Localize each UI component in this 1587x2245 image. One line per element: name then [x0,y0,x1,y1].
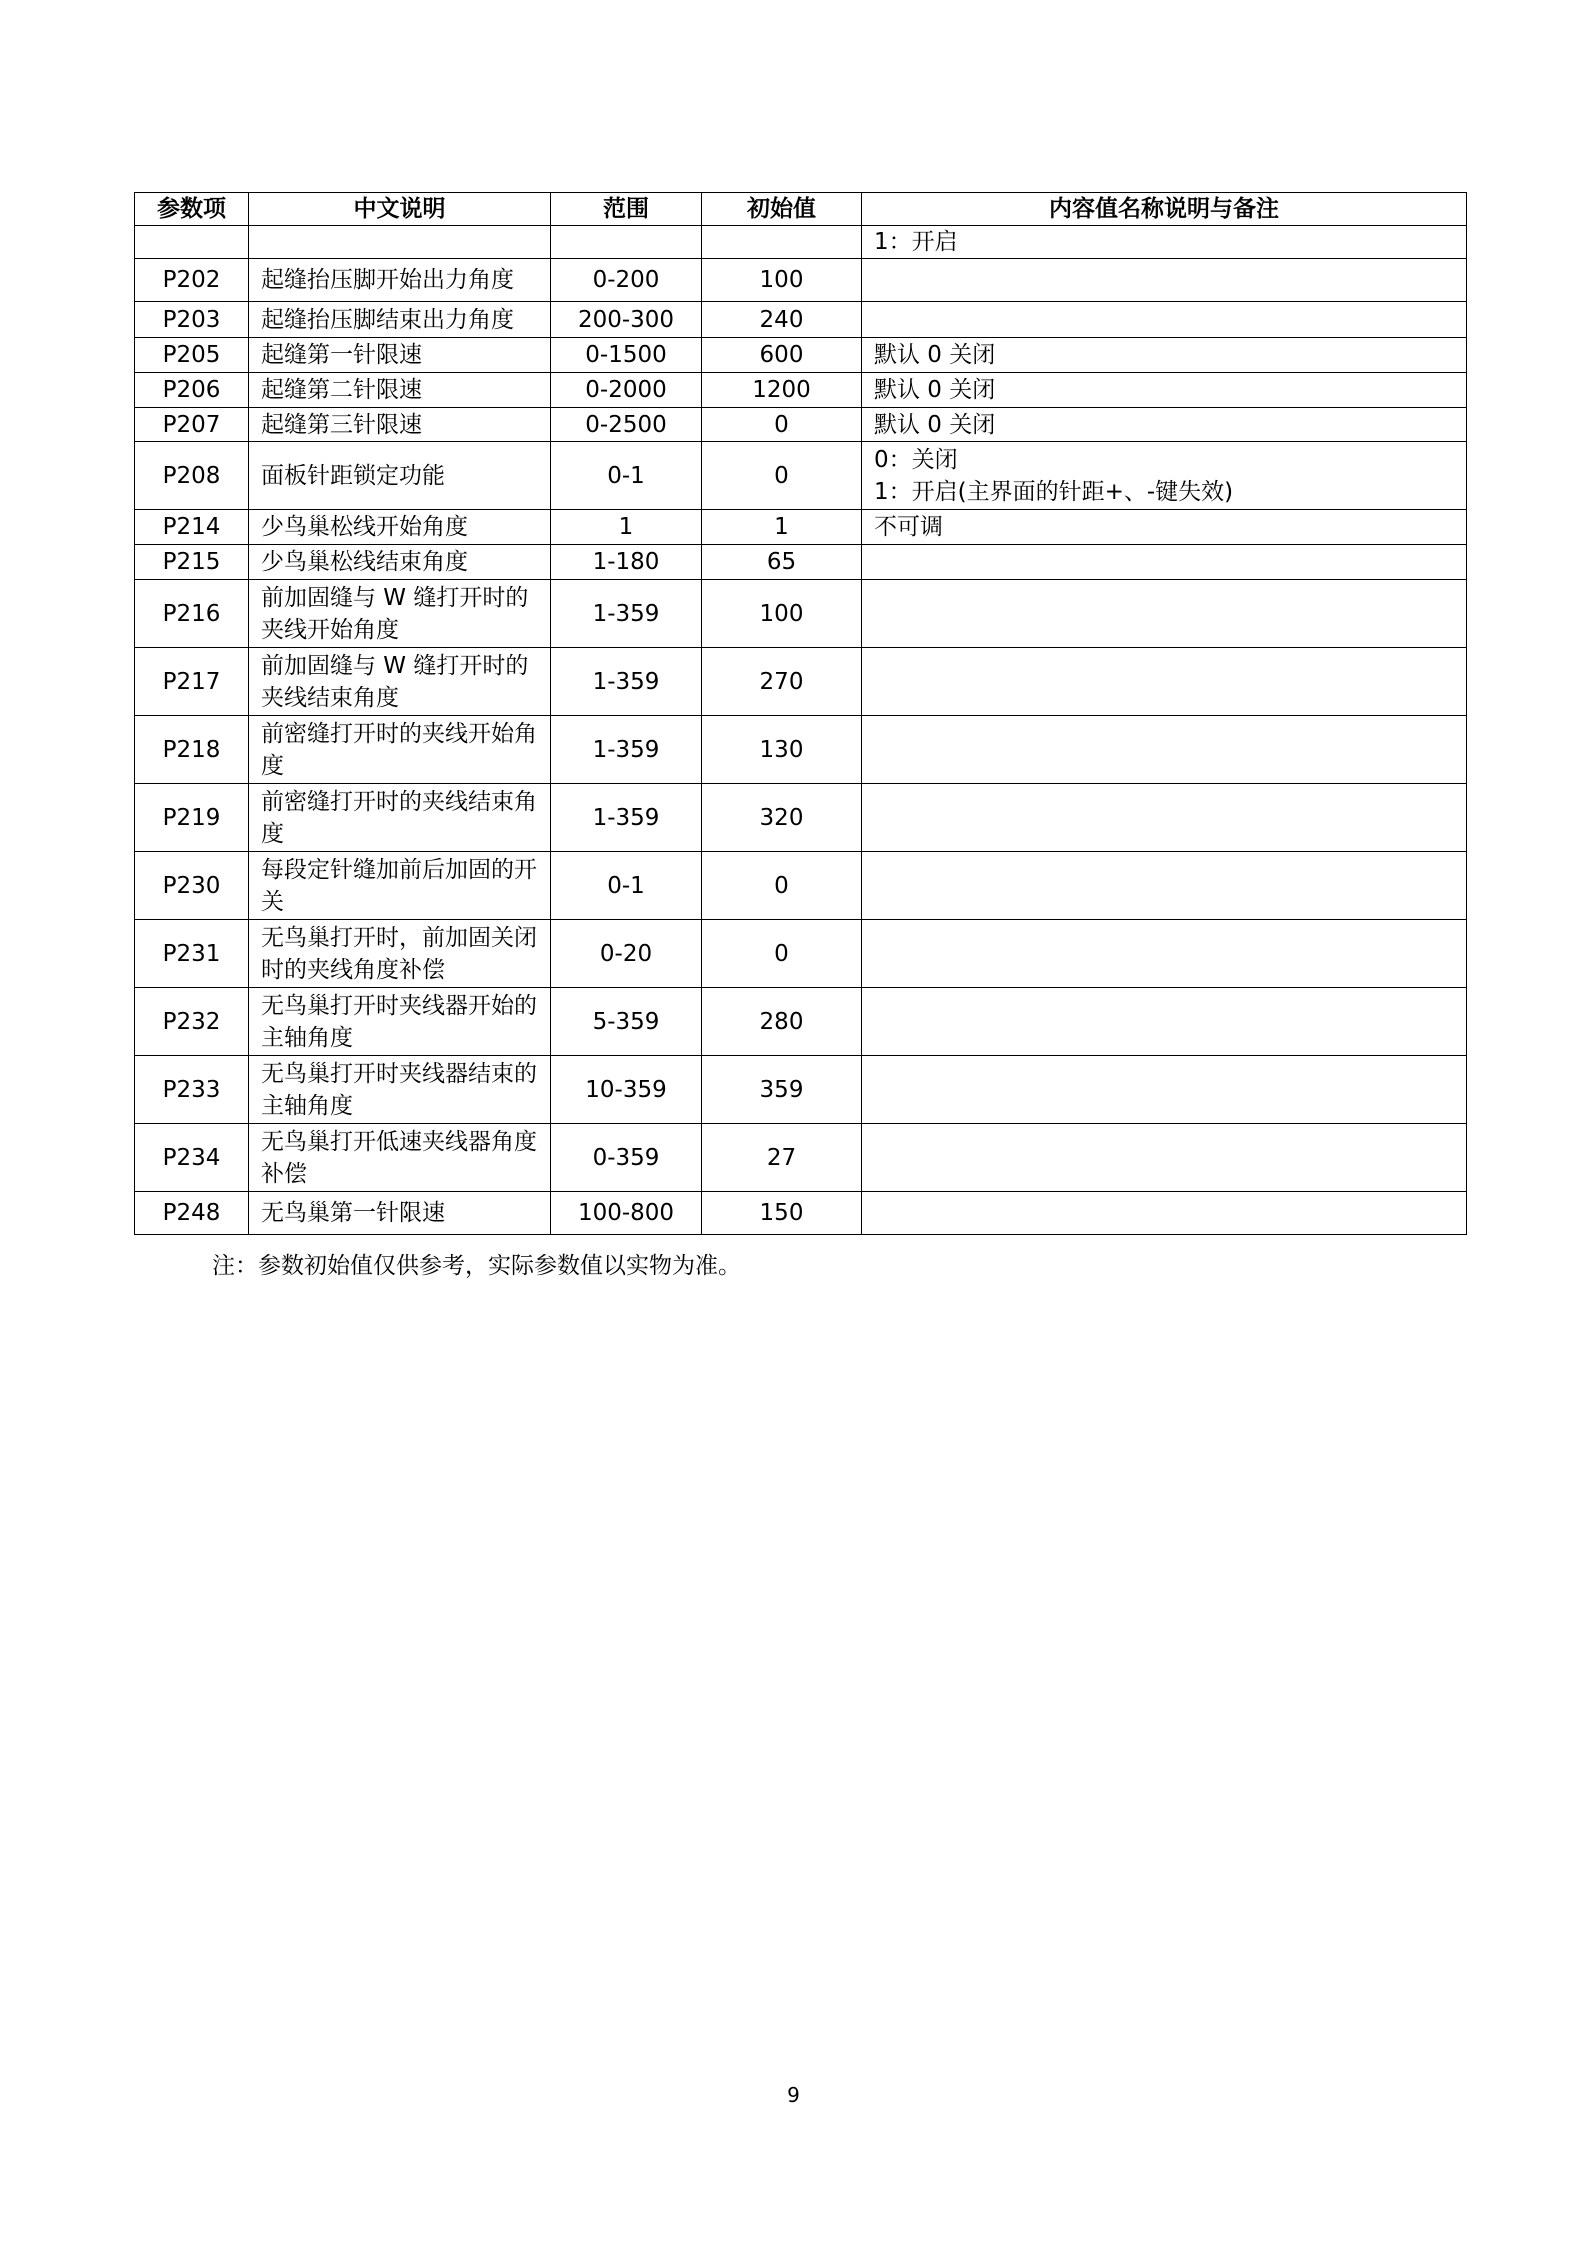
cell-range: 100-800 [551,1192,702,1235]
cell-initial-value: 65 [702,545,862,580]
header-param-id: 参数项 [135,193,249,226]
cell-range: 1-359 [551,580,702,648]
cell-notes [862,408,1467,442]
cell-notes [862,545,1467,580]
table-row [135,784,1467,852]
header-range: 范围 [551,193,702,226]
table-body [135,226,1467,1235]
note-line: 0：关闭 [874,446,958,473]
table-row [135,852,1467,920]
cell-notes [862,373,1467,408]
note-line: 1：开启 [874,229,958,255]
cell-notes [862,716,1467,784]
cell-param-id: P231 [135,920,249,988]
cell-range: 10-359 [551,1056,702,1124]
cell-initial-value: 27 [702,1124,862,1192]
footnote: 注：参数初始值仅供参考，实际参数值以实物为准。 [212,1253,741,1279]
table-row [135,338,1467,373]
note-line: 不可调 [874,514,943,540]
cell-range: 1 [551,510,702,545]
table-row [135,1124,1467,1192]
cell-initial-value: 0 [702,442,862,510]
cell-param-id: P232 [135,988,249,1056]
cell-notes [862,852,1467,920]
cell-range: 0-2500 [551,408,702,442]
table-row [135,716,1467,784]
cell-initial-value: 150 [702,1192,862,1235]
header-initial-value: 初始值 [702,193,862,226]
table-row [135,580,1467,648]
cell-notes [862,784,1467,852]
cell-notes [862,1192,1467,1235]
cell-initial-value: 359 [702,1056,862,1124]
cell-notes [862,442,1467,510]
table-row [135,510,1467,545]
cell-description: 少鸟巢松线结束角度 [249,545,551,580]
cell-initial-value: 320 [702,784,862,852]
cell-description: 前加固缝与 W 缝打开时的夹线开始角度 [249,580,551,648]
cell-description: 起缝第二针限速 [249,373,551,408]
cell-notes [862,338,1467,373]
cell-description [249,226,551,259]
table-row [135,545,1467,580]
cell-initial-value: 0 [702,408,862,442]
cell-description: 起缝第一针限速 [249,338,551,373]
table-row [135,988,1467,1056]
table-row [135,226,1467,259]
table-row [135,1056,1467,1124]
cell-param-id: P208 [135,442,249,510]
cell-notes [862,226,1467,259]
cell-description: 面板针距锁定功能 [249,442,551,510]
cell-notes [862,259,1467,302]
page-number: 9 [787,2083,800,2107]
cell-notes [862,1056,1467,1124]
cell-range: 0-359 [551,1124,702,1192]
cell-range: 0-1500 [551,338,702,373]
header-description: 中文说明 [249,193,551,226]
note-line: 默认 0 关闭 [874,411,996,438]
cell-initial-value: 1200 [702,373,862,408]
cell-range: 0-20 [551,920,702,988]
cell-description: 前密缝打开时的夹线开始角度 [249,716,551,784]
table-row [135,373,1467,408]
table-row [135,302,1467,338]
cell-initial-value: 600 [702,338,862,373]
table-row [135,648,1467,716]
cell-param-id: P205 [135,338,249,373]
table-row [135,408,1467,442]
cell-description: 无鸟巢打开时，前加固关闭时的夹线角度补偿 [249,920,551,988]
cell-initial-value: 240 [702,302,862,338]
cell-description: 前加固缝与 W 缝打开时的夹线结束角度 [249,648,551,716]
header-notes: 内容值名称说明与备注 [862,193,1467,226]
cell-range: 1-359 [551,648,702,716]
table-row [135,920,1467,988]
cell-param-id: P234 [135,1124,249,1192]
cell-notes [862,510,1467,545]
note-line: 默认 0 关闭 [874,342,996,368]
cell-range: 0-200 [551,259,702,302]
cell-description: 无鸟巢第一针限速 [249,1192,551,1235]
cell-description: 无鸟巢打开时夹线器开始的主轴角度 [249,988,551,1056]
cell-param-id: P219 [135,784,249,852]
cell-range: 5-359 [551,988,702,1056]
cell-description: 每段定针缝加前后加固的开关 [249,852,551,920]
cell-range: 1-359 [551,716,702,784]
cell-param-id: P230 [135,852,249,920]
cell-param-id: P214 [135,510,249,545]
table-row [135,259,1467,302]
cell-param-id: P233 [135,1056,249,1124]
table-row [135,1192,1467,1235]
cell-param-id: P216 [135,580,249,648]
cell-param-id [135,226,249,259]
cell-initial-value: 270 [702,648,862,716]
cell-range: 1-359 [551,784,702,852]
cell-initial-value [702,226,862,259]
cell-initial-value: 100 [702,580,862,648]
note-line: 默认 0 关闭 [874,377,996,403]
cell-param-id: P207 [135,408,249,442]
cell-param-id: P206 [135,373,249,408]
cell-initial-value: 0 [702,920,862,988]
cell-notes [862,302,1467,338]
cell-initial-value: 0 [702,852,862,920]
cell-param-id: P203 [135,302,249,338]
cell-description: 前密缝打开时的夹线结束角度 [249,784,551,852]
cell-notes [862,988,1467,1056]
cell-param-id: P248 [135,1192,249,1235]
cell-description: 无鸟巢打开低速夹线器角度补偿 [249,1124,551,1192]
cell-range: 0-1 [551,442,702,510]
cell-param-id: P215 [135,545,249,580]
table-row [135,442,1467,510]
cell-description: 起缝抬压脚开始出力角度 [249,259,551,302]
cell-initial-value: 280 [702,988,862,1056]
parameter-table [134,192,1467,1235]
cell-description: 起缝第三针限速 [249,408,551,442]
table-header-row [135,193,1467,226]
cell-initial-value: 1 [702,510,862,545]
cell-param-id: P218 [135,716,249,784]
cell-description: 无鸟巢打开时夹线器结束的主轴角度 [249,1056,551,1124]
cell-notes [862,580,1467,648]
cell-initial-value: 130 [702,716,862,784]
cell-range [551,226,702,259]
cell-notes [862,920,1467,988]
cell-description: 起缝抬压脚结束出力角度 [249,302,551,338]
cell-range: 1-180 [551,545,702,580]
cell-param-id: P217 [135,648,249,716]
cell-notes [862,648,1467,716]
cell-range: 0-1 [551,852,702,920]
cell-description: 少鸟巢松线开始角度 [249,510,551,545]
cell-range: 0-2000 [551,373,702,408]
note-line: 1：开启(主界面的针距+、-键失效) [874,478,1234,505]
cell-range: 200-300 [551,302,702,338]
cell-param-id: P202 [135,259,249,302]
cell-notes [862,1124,1467,1192]
cell-initial-value: 100 [702,259,862,302]
